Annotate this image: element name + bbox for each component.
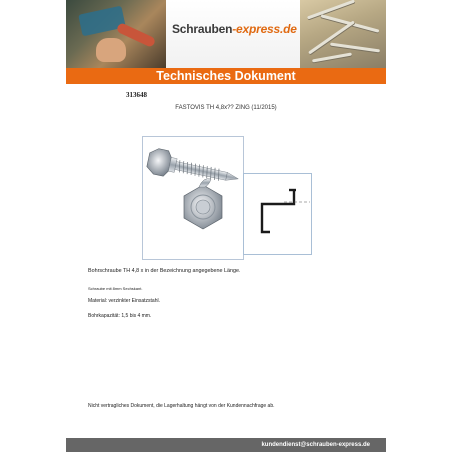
description-line: Bohrkapazität: 1,5 bis 4 mm. bbox=[88, 313, 152, 319]
document-number: 313648 bbox=[126, 91, 147, 99]
profile-drawing bbox=[243, 173, 312, 255]
hand-shape bbox=[96, 38, 126, 62]
screw-shape bbox=[330, 43, 380, 53]
disclaimer-text: Nicht vertragliches Dokument, die Lagerhaltung hängt von der Kundennachfrage ab. bbox=[88, 403, 275, 409]
product-image bbox=[142, 136, 244, 260]
page-title: Technisches Dokument bbox=[156, 69, 296, 83]
screws-photo bbox=[300, 0, 386, 68]
screw-illustration bbox=[143, 137, 243, 259]
screw-shape bbox=[308, 20, 355, 54]
brand-name-part2: -express.de bbox=[232, 22, 297, 36]
brand-logo[interactable] bbox=[172, 22, 297, 36]
product-line: FASTOVIS TH 4,8x?? ZING (11/2015) bbox=[175, 105, 277, 111]
footer-email-link[interactable]: kundendienst@schrauben-express.de bbox=[261, 442, 370, 448]
z-profile-diagram bbox=[244, 174, 311, 254]
description-line: Schraube mit 8mm Sechskant. bbox=[88, 286, 143, 291]
footer-bar bbox=[66, 438, 386, 452]
description-line: Bohrschraube TH 4,8 x in der Bezeichnung angegebene Länge. bbox=[88, 268, 241, 274]
description-line: Material: verzinkter Einsatzstahl. bbox=[88, 298, 160, 304]
workshop-photo bbox=[66, 0, 166, 68]
screw-shape bbox=[312, 53, 352, 63]
title-banner bbox=[66, 68, 386, 84]
header-banner-image bbox=[66, 0, 386, 68]
brand-name-part1: Schrauben bbox=[172, 22, 233, 36]
